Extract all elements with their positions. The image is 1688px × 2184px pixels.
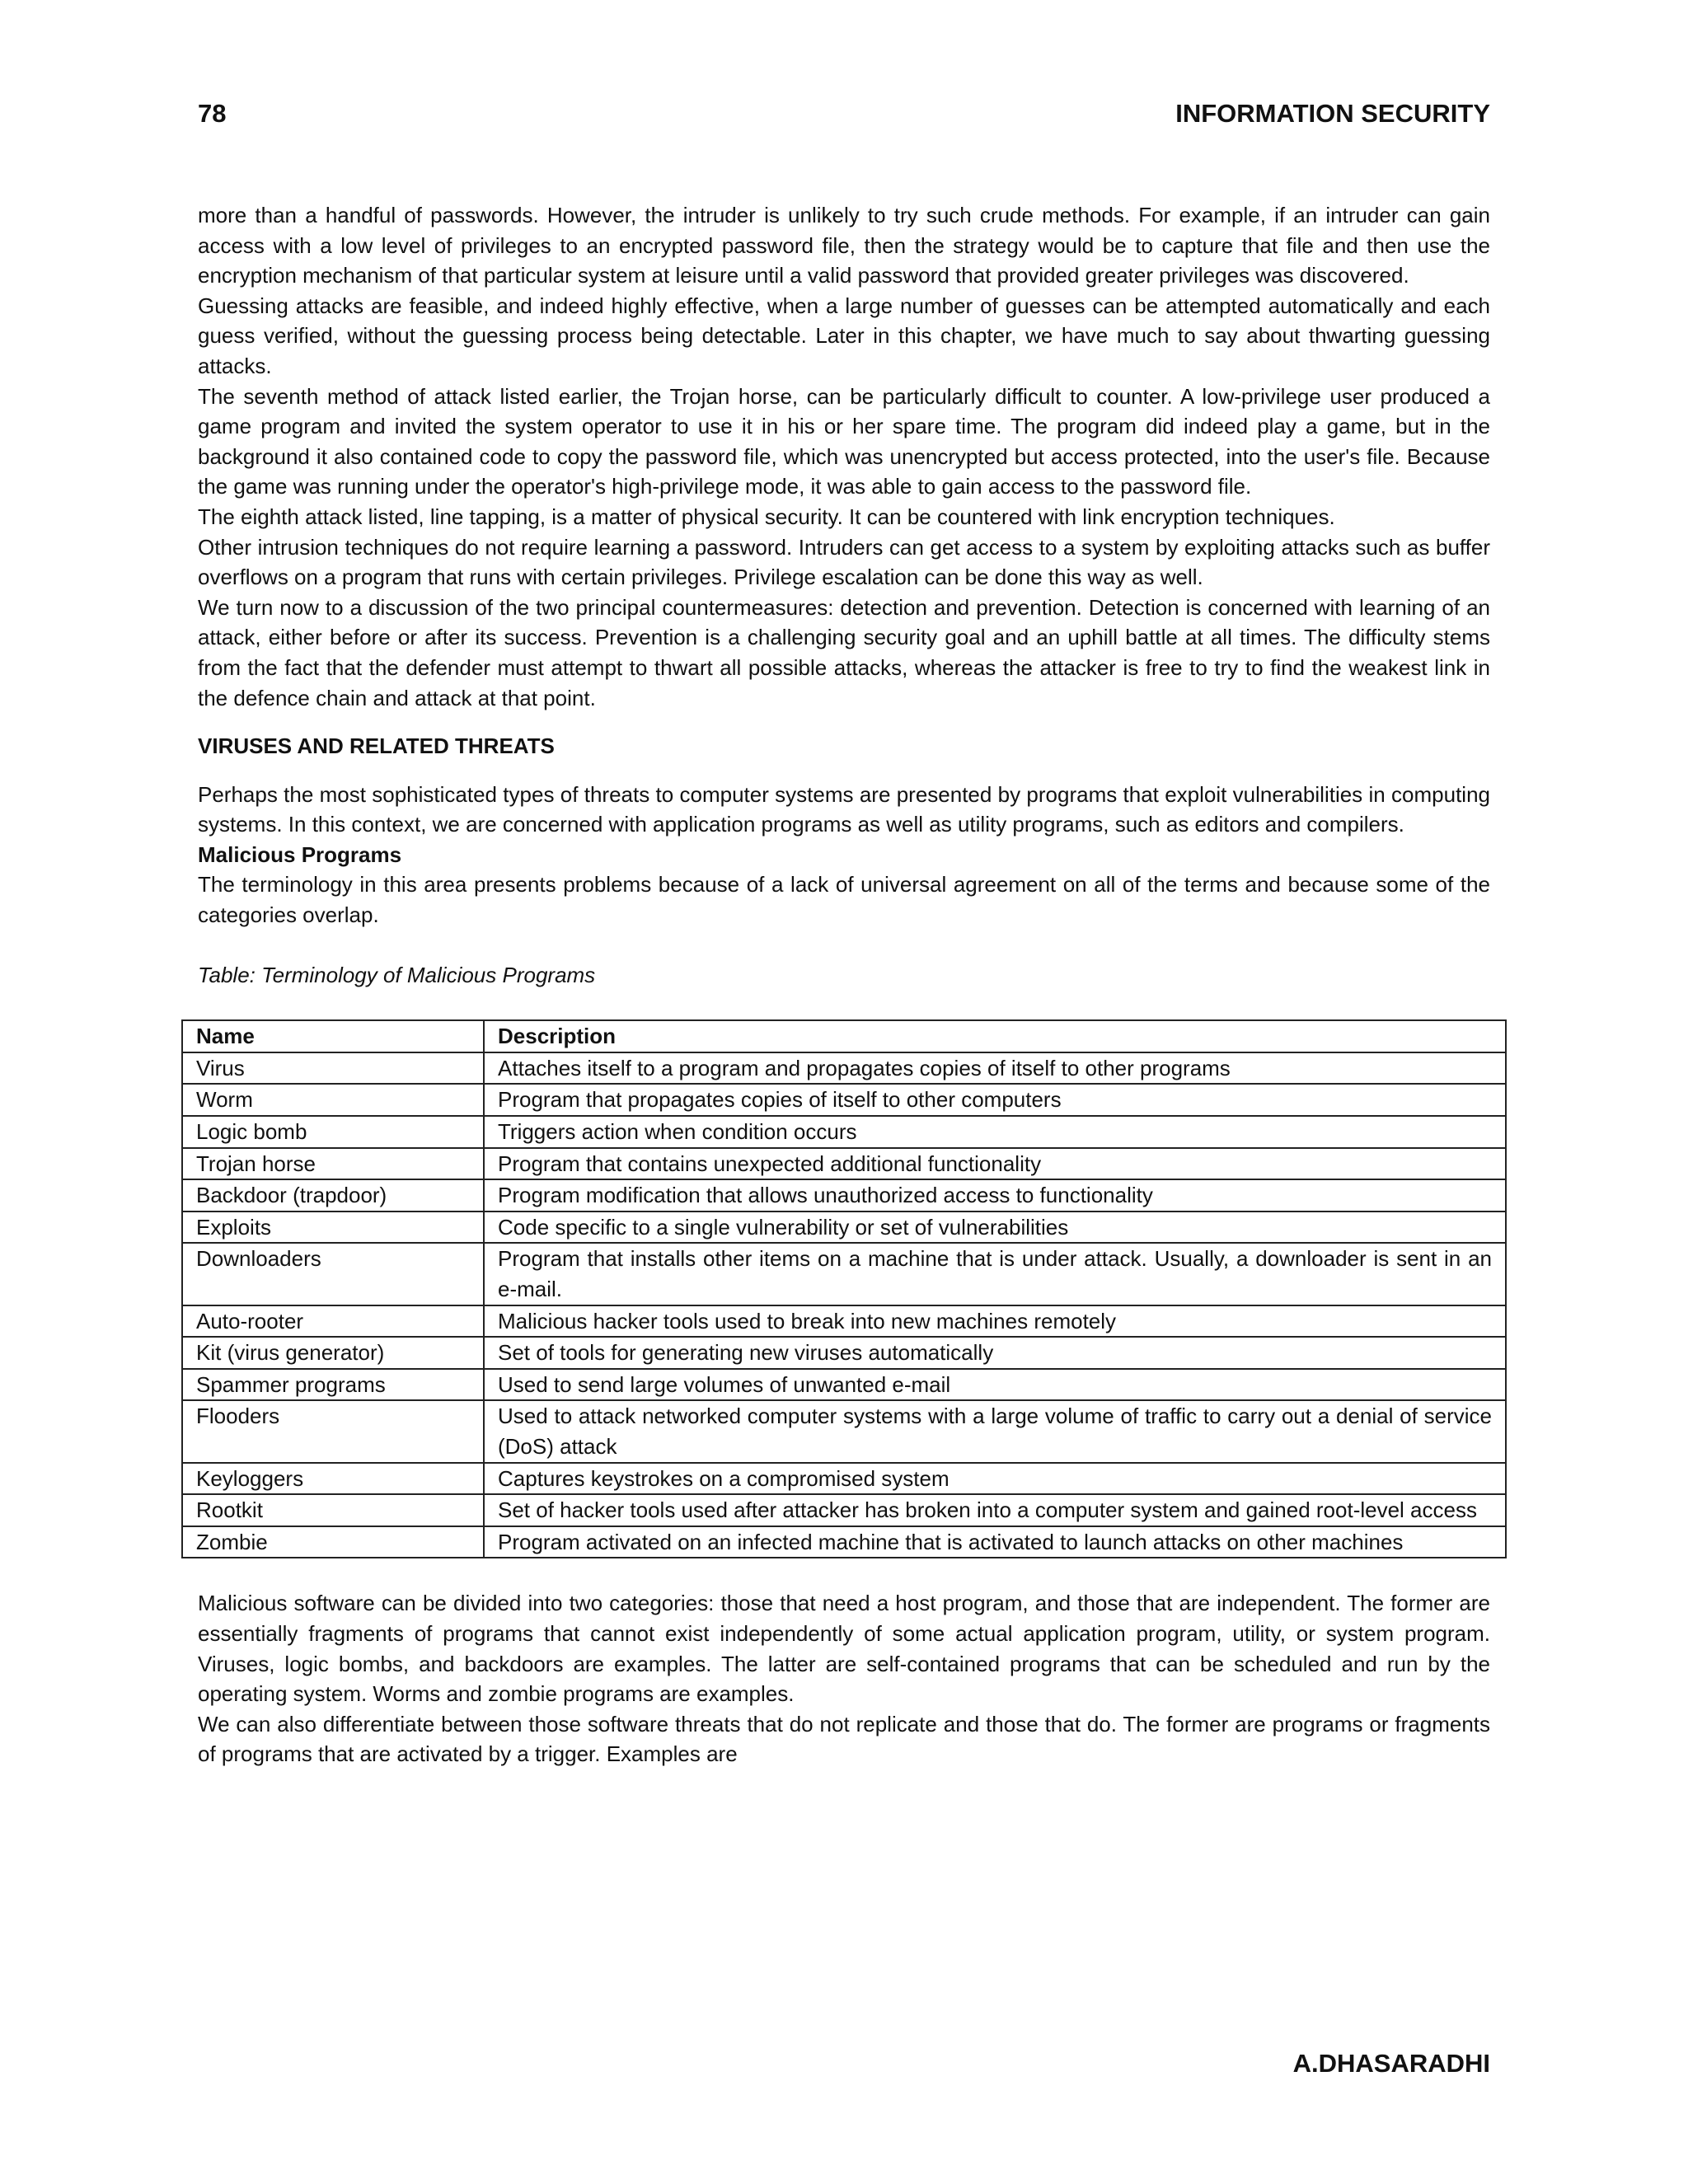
- table-row: [182, 1243, 1506, 1305]
- running-title: INFORMATION SECURITY: [1175, 99, 1490, 128]
- malicious-programs-table: [181, 1019, 1507, 1558]
- term-description: Used to attack networked computer systems with a large volume of traffic to carry out a denial of service (DoS) attack: [484, 1400, 1506, 1462]
- page-content: [198, 200, 1490, 1769]
- term-name: Rootkit: [182, 1494, 484, 1526]
- table-row: [182, 1526, 1506, 1558]
- paragraph: We can also differentiate between those software threats that do not replicate and those that do. The former are programs or fragments of programs that are activated by a trigger. Examples are: [198, 1711, 1490, 1767]
- page-header: [198, 99, 1490, 129]
- page-number: 78: [198, 99, 227, 128]
- term-description: Triggers action when condition occurs: [484, 1116, 1506, 1148]
- table-row: [182, 1084, 1506, 1116]
- table-caption: Table: Terminology of Malicious Programs: [198, 962, 596, 987]
- table-row: [182, 1052, 1506, 1085]
- term-description: Attaches itself to a program and propagates copies of itself to other programs: [484, 1052, 1506, 1085]
- table-row: [182, 1369, 1506, 1401]
- paragraph: Guessing attacks are feasible, and indeed highly effective, when a large number of guesses can be attempted automatically and each guess verified, without the guessing process being detectable. Later in this chapter, we have much to say about thwarting guessing attacks.: [198, 293, 1490, 378]
- term-name: Backdoor (trapdoor): [182, 1179, 484, 1212]
- paragraph: We turn now to a discussion of the two principal countermeasures: detection and prevention. Detection is concerned with learning of an attack, either before or after its success. Prevention is a challenging security goal and an uphill battle at all times. The difficulty stems from the fact that the defender must attempt to thwart all possible attacks, whereas the attacker is free to try to find the weakest link in the defence chain and attack at that point.: [198, 594, 1490, 710]
- paragraph: more than a handful of passwords. However, the intruder is unlikely to try such crude methods. For example, if an intruder can gain access with a low level of privileges to an encrypted password file, then the strategy would be to capture that file and then use the encryption mechanism of that particular system at leisure until a valid password that provided greater privileges was discovered.: [198, 203, 1490, 288]
- table-row: [182, 1116, 1506, 1148]
- term-description: Captures keystrokes on a compromised system: [484, 1463, 1506, 1495]
- term-description: Program activated on an infected machine that is activated to launch attacks on other machines: [484, 1526, 1506, 1558]
- paragraph: The eighth attack listed, line tapping, is a matter of physical security. It can be countered with link encryption techniques.: [198, 504, 1335, 529]
- page-footer-author: A.DHASARADHI: [1292, 2049, 1490, 2078]
- term-name: Worm: [182, 1084, 484, 1116]
- term-name: Logic bomb: [182, 1116, 484, 1148]
- column-header-description: Description: [484, 1020, 1506, 1052]
- section-heading: VIRUSES AND RELATED THREATS: [198, 733, 555, 759]
- table-row: [182, 1305, 1506, 1338]
- term-description: Set of tools for generating new viruses automatically: [484, 1337, 1506, 1369]
- term-description: Used to send large volumes of unwanted e-mail: [484, 1369, 1506, 1401]
- term-description: Program that propagates copies of itself to other computers: [484, 1084, 1506, 1116]
- table-row: [182, 1179, 1506, 1212]
- term-description: Program modification that allows unauthorized access to functionality: [484, 1179, 1506, 1212]
- section-intro: Perhaps the most sophisticated types of threats to computer systems are presented by programs that exploit vulnerabilities in computing systems. In this context, we are concerned with application programs as well as utility programs, such as editors and compilers.: [198, 781, 1490, 837]
- paragraph: Other intrusion techniques do not require learning a password. Intruders can get access to a system by exploiting attacks such as buffer overflows on a program that runs with certain privileges. Privilege escalation can be done this way as well.: [198, 534, 1490, 590]
- term-description: Program that installs other items on a machine that is under attack. Usually, a downloader is sent in an e-mail.: [484, 1243, 1506, 1305]
- subheading: Malicious Programs: [198, 841, 402, 867]
- table-row: [182, 1400, 1506, 1462]
- table-row: [182, 1494, 1506, 1526]
- term-name: Exploits: [182, 1212, 484, 1244]
- table-header-row: [182, 1020, 1506, 1052]
- term-name: Virus: [182, 1052, 484, 1085]
- term-description: Program that contains unexpected additional functionality: [484, 1148, 1506, 1180]
- term-name: Trojan horse: [182, 1148, 484, 1180]
- column-header-name: Name: [182, 1020, 484, 1052]
- term-description: Code specific to a single vulnerability or set of vulnerabilities: [484, 1212, 1506, 1244]
- subsection-intro: The terminology in this area presents problems because of a lack of universal agreement on all of the terms and because some of the categories overlap.: [198, 872, 1490, 928]
- term-name: Auto-rooter: [182, 1305, 484, 1338]
- paragraph: The seventh method of attack listed earlier, the Trojan horse, can be particularly difficult to counter. A low-privilege user produced a game program and invited the system operator to use it in his or her spare time. The program did indeed play a game, but in the background it also contained code to copy the password file, which was unencrypted but access protected, into the user's file. Because the game was running under the operator's high-privilege mode, it was able to gain access to the password file.: [198, 383, 1490, 499]
- table-row: [182, 1337, 1506, 1369]
- term-description: Set of hacker tools used after attacker has broken into a computer system and gained root-level access: [484, 1494, 1506, 1526]
- table-row: [182, 1148, 1506, 1180]
- term-name: Downloaders: [182, 1243, 484, 1305]
- table-row: [182, 1463, 1506, 1495]
- term-name: Kit (virus generator): [182, 1337, 484, 1369]
- term-description: Malicious hacker tools used to break into new machines remotely: [484, 1305, 1506, 1338]
- term-name: Flooders: [182, 1400, 484, 1462]
- term-name: Keyloggers: [182, 1463, 484, 1495]
- term-name: Zombie: [182, 1526, 484, 1558]
- term-name: Spammer programs: [182, 1369, 484, 1401]
- table-row: [182, 1212, 1506, 1244]
- paragraph: Malicious software can be divided into two categories: those that need a host program, and those that are independent. The former are essentially fragments of programs that cannot exist independently of some actual application program, utility, or system program. Viruses, logic bombs, and backdoors are examples. The latter are self-contained programs that can be scheduled and run by the operating system. Worms and zombie programs are examples.: [198, 1591, 1490, 1707]
